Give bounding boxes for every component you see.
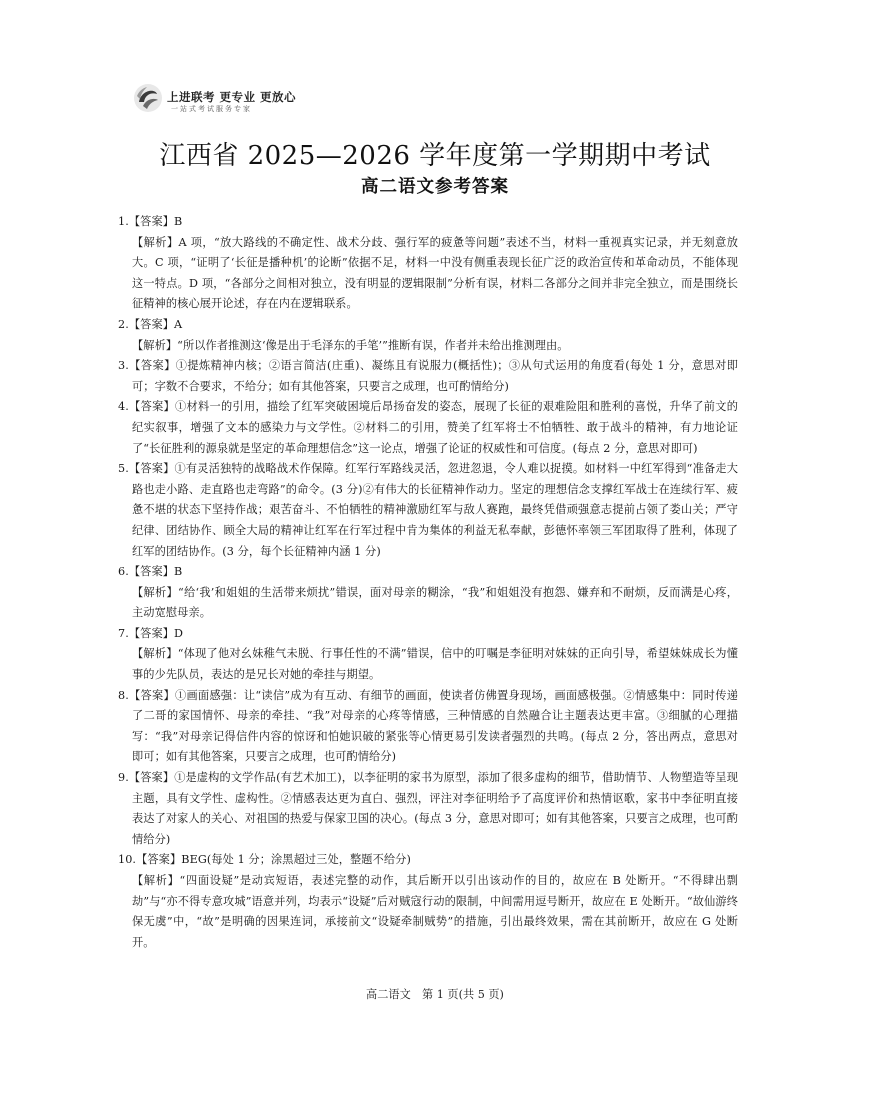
answer-list <box>118 212 738 953</box>
explanation-text: 【解析】A 项，“放大路线的不确定性、战术分歧、强行军的疲惫等问题”表述不当，材料一重视真实记录，并无刻意放大。C 项，“证明了‘长征是播种机’的论断”依据不足，材料一中没有侧重表现长征广泛的政治宣传和革命动员，不能体现这一特点。D 项，“各部分之间相对独立，没有明显的逻辑限制”分析有误，材料二各部分之间并非完全独立，而是围绕长征精神的核心展开论述，存在内在逻辑联系。 <box>132 235 738 311</box>
question-item <box>118 212 738 315</box>
answer-line: 7.【答案】D <box>118 626 184 640</box>
answer-line: 8.【答案】①画面感强：让“读信”成为有互动、有细节的画面，使读者仿佛置身现场，画面感极强。②情感集中：同时传递了二哥的家国情怀、母亲的牵挂、“我”对母亲的心疼等情感，三种情感的自然融合让主题表达更丰富。③细腻的心理描写：“我”对母亲记得信件内容的惊讶和怕她识破的紧张等心情更易引发读者强烈的共鸣。(每点 2 分，答出两点，意思对即可；如有其他答案，只要言之成理，也可酌情给分) <box>118 688 738 764</box>
answer-line: 2.【答案】A <box>118 317 183 331</box>
answer-line: 9.【答案】①是虚构的文学作品(有艺术加工)，以李征明的家书为原型，添加了很多虚构的细节，借助情节、人物塑造等呈现主题，具有文学性、虚构性。②情感表达更为直白、强烈，评注对李征明给予了高度评价和热情讴歌，家书中李征明直接表达了对家人的关心、对祖国的热爱与保家卫国的决心。(每点 3 分，意思对即可；如有其他答案，只要言之成理，也可酌情给分) <box>118 771 738 846</box>
explanation-text: 【解析】“给‘我’和姐姐的生活带来烦扰”错误，面对母亲的糊涂，“我”和姐姐没有抱怨、嫌弃和不耐烦，反而满是心疼，主动宽慰母亲。 <box>132 585 738 620</box>
question-item <box>118 356 738 397</box>
question-item <box>118 768 738 850</box>
explanation-text: 【解析】“所以作者推测这‘像是出于毛泽东的手笔’”推断有误，作者并未给出推测理由。 <box>132 338 569 352</box>
question-item <box>118 397 738 459</box>
question-item <box>118 686 738 768</box>
answer-line: 10.【答案】BEG(每处 1 分；涂黑超过三处，整题不给分) <box>118 853 411 867</box>
brand-tagline: 一站式考试服务专家 <box>171 105 252 113</box>
explanation-text: 【解析】“体现了他对幺妹稚气未脱、行事任性的不满”错误，信中的叮嘱是李征明对妹妹的正向引导，希望妹妹成长为懂事的少先队员，表达的是兄长对她的牵挂与期望。 <box>132 647 738 682</box>
page-subtitle: 高二语文参考答案 <box>361 177 509 197</box>
question-item <box>118 459 738 562</box>
brand-swirl-icon <box>133 82 163 114</box>
brand-slogan: 上进联考 更专业 更放心 <box>167 90 297 104</box>
question-item <box>118 850 738 953</box>
answer-line: 3.【答案】①提炼精神内核；②语言简洁(庄重)、凝练且有说服力(概括性)；③从句式运用的角度看(每处 1 分，意思对即可；字数不合要求，不给分；如有其他答案，只要言之成理，也可酌情给分) <box>118 359 738 393</box>
answer-line: 6.【答案】B <box>118 565 183 579</box>
question-item <box>118 562 738 624</box>
question-item <box>118 624 738 686</box>
question-item <box>118 315 738 356</box>
answer-line: 4.【答案】①材料一的引用，描绘了红军突破困境后昂扬奋发的姿态，展现了长征的艰难险阻和胜利的喜悦，升华了前文的纪实叙事，增强了文本的感染力与文学性。②材料二的引用，赞美了红军将士不怕牺牲、敢于战斗的精神，有力地论证了“长征胜利的源泉就是坚定的革命理想信念”这一论点，增强了论证的权威性和可信度。(每点 2 分，意思对即可) <box>118 400 738 455</box>
page-title: 江西省 2025—2026 学年度第一学期期中考试 <box>159 141 711 171</box>
page-footer: 高二语文 第 1 页(共 5 页) <box>366 988 504 1001</box>
answer-line: 5.【答案】①有灵活独特的战略战术作保障。红军行军路线灵活，忽进忽退，令人难以捉摸。如材料一中红军得到“准备走大路也走小路、走直路也走弯路”的命令。(3 分)②有伟大的长征精神作动力。坚定的理想信念支撑红军战士在连续行军、疲惫不堪的状态下坚持作战；艰苦奋斗、不怕牺牲的精神激励红军与敌人赛跑，最终凭借顽强意志提前占领了娄山关；严守纪律、团结协作、顾全大局的精神让红军在行军过程中肯为集体的利益无私奉献，彭德怀率领三军团取得了胜利，体现了红军的团结协作。(3 分，每个长征精神内涵 1 分) <box>118 462 738 558</box>
brand-logo <box>133 82 333 122</box>
answer-line: 1.【答案】B <box>118 215 183 228</box>
explanation-text: 【解析】“四面设疑”是动宾短语，表述完整的动作，其后断开以引出该动作的目的，故应在 B 处断开。“不得肆出剽劫”与“亦不得专意攻城”语意并列，均表示“设疑”后对贼寇行动的限制，中间需用逗号断开，故应在 E 处断开。“故仙游终保无虞”中，“故”是明确的因果连词，承接前文“设疑牵制贼势”的措施，引出最终效果，需在其前断开，故应在 G 处断开。 <box>132 874 738 949</box>
